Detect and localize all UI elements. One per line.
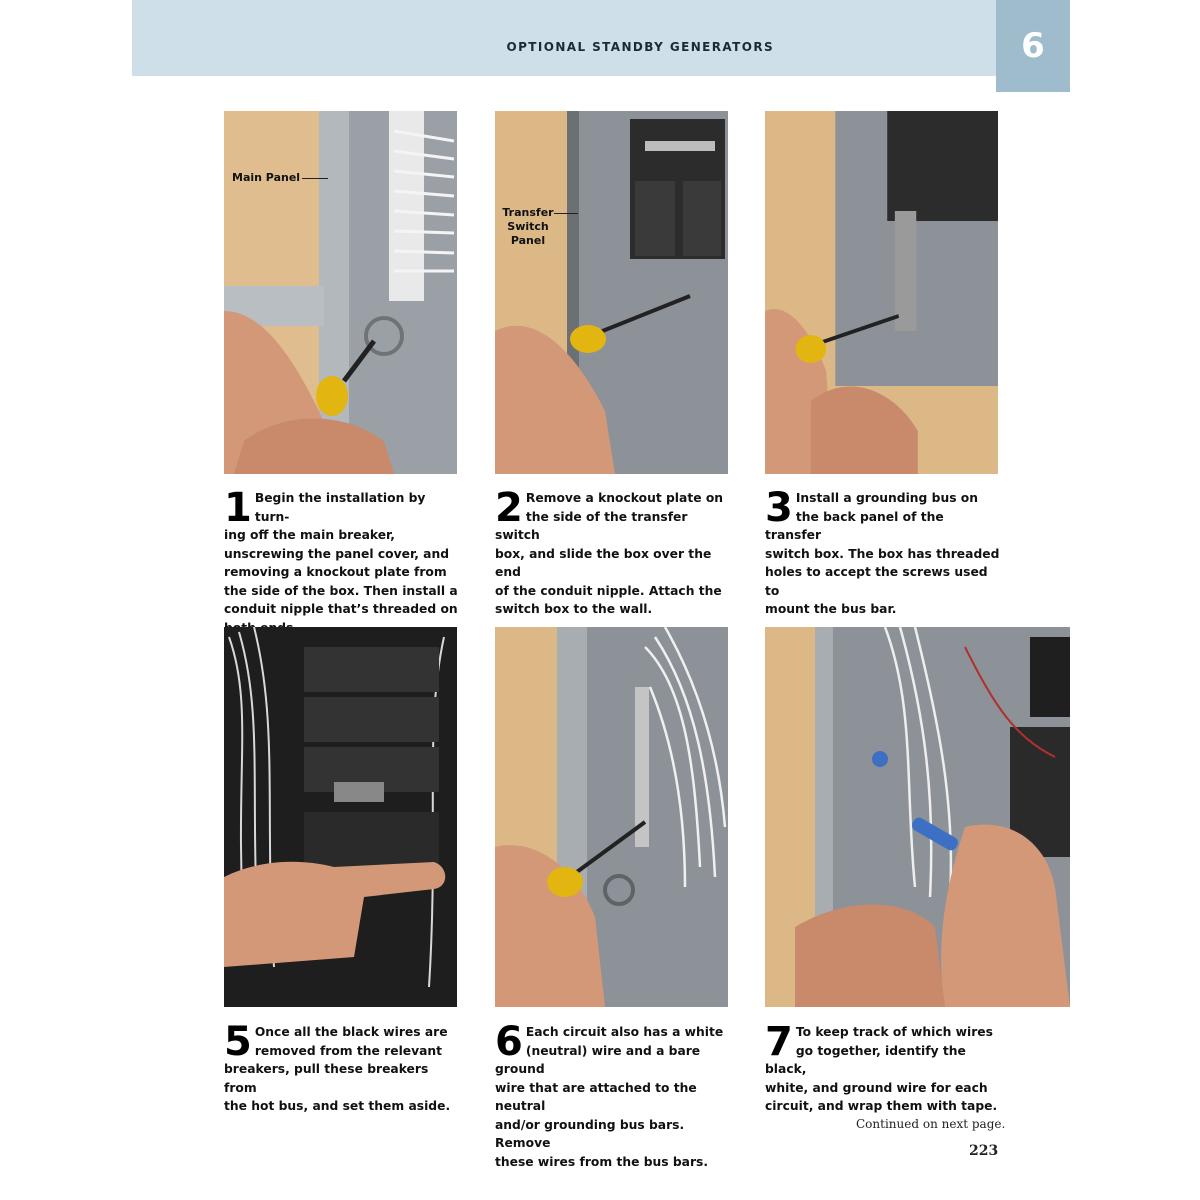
chapter-number: 6 bbox=[1021, 26, 1045, 66]
caption-line: switch box. The box has threaded bbox=[765, 546, 1000, 561]
caption-line: these wires from the bus bars. bbox=[495, 1154, 709, 1169]
caption-line: Each circuit also has a white bbox=[525, 1025, 724, 1039]
step-number: 2 bbox=[495, 485, 523, 531]
callout-leader bbox=[302, 178, 328, 179]
caption-line: (neutral) wire and a bare ground bbox=[495, 1043, 701, 1076]
continued-note: Continued on next page. bbox=[856, 1117, 1006, 1131]
caption-line: box, and slide the box over the end bbox=[495, 546, 712, 579]
caption-line: breakers, pull these breakers from bbox=[224, 1062, 429, 1095]
callout-line-2: Switch bbox=[507, 220, 549, 233]
step-3-photo bbox=[765, 111, 998, 474]
caption-line: switch box to the wall. bbox=[495, 602, 653, 616]
step-5-caption bbox=[224, 1019, 460, 1116]
caption-line: the side of the transfer switch bbox=[495, 509, 688, 542]
caption-line: Begin the installation by turn- bbox=[254, 491, 426, 524]
caption-line: and/or grounding bus bars. Remove bbox=[495, 1117, 685, 1150]
step-number: 3 bbox=[765, 485, 793, 531]
caption-line: unscrewing the panel cover, and bbox=[224, 546, 450, 561]
hands-taping-wires-icon bbox=[765, 627, 1070, 1007]
chapter-tab bbox=[996, 0, 1070, 92]
step-number: 5 bbox=[224, 1019, 252, 1065]
main-panel-callout: Main Panel bbox=[232, 171, 301, 184]
step-5-photo bbox=[224, 627, 457, 1007]
caption-line: the side of the box. Then install a bbox=[224, 583, 458, 598]
chapter-title: OPTIONAL STANDBY GENERATORS bbox=[506, 40, 774, 54]
page-number: 223 bbox=[969, 1143, 999, 1159]
chapter-header-band bbox=[132, 0, 996, 76]
caption-line: Remove a knockout plate on bbox=[525, 491, 724, 505]
step-3-caption bbox=[765, 485, 1001, 619]
step-6-photo bbox=[495, 627, 728, 1007]
step-number: 7 bbox=[765, 1019, 793, 1065]
caption-line: removed from the relevant bbox=[254, 1043, 443, 1058]
step-6-caption bbox=[495, 1019, 731, 1171]
caption-line: mount the bus bar. bbox=[765, 602, 897, 616]
step-7-photo bbox=[765, 627, 1070, 1007]
step-number: 6 bbox=[495, 1019, 523, 1065]
caption-line: removing a knockout plate from bbox=[224, 565, 447, 579]
caption-line: white, and ground wire for each bbox=[765, 1080, 988, 1095]
hand-screwdriver-main-panel-icon bbox=[224, 111, 457, 474]
caption-line: go together, identify the black, bbox=[765, 1043, 966, 1076]
caption-line: conduit nipple that’s threaded on bbox=[224, 602, 458, 616]
page-margin bbox=[0, 0, 132, 1200]
caption-line: circuit, and wrap them with tape. bbox=[765, 1099, 998, 1113]
finger-breakers-icon bbox=[224, 627, 457, 1007]
step-7-caption bbox=[765, 1019, 1001, 1116]
screwdriver-bus-bar-icon bbox=[495, 627, 728, 1007]
caption-line: wire that are attached to the neutral bbox=[495, 1080, 697, 1113]
hand-screwdriver-transfer-box-icon bbox=[495, 111, 728, 474]
step-number: 1 bbox=[224, 485, 252, 531]
step-1-photo bbox=[224, 111, 457, 474]
caption-line: To keep track of which wires bbox=[795, 1025, 993, 1039]
caption-line: Install a grounding bus on bbox=[795, 491, 978, 505]
hand-screwdriver-grounding-bus-icon bbox=[765, 111, 998, 474]
caption-line: the hot bus, and set them aside. bbox=[224, 1099, 451, 1113]
transfer-switch-panel-callout bbox=[500, 206, 556, 248]
caption-line: Once all the black wires are bbox=[254, 1025, 448, 1039]
caption-line: of the conduit nipple. Attach the bbox=[495, 583, 722, 598]
callout-line-1: Transfer bbox=[502, 206, 554, 219]
caption-line: holes to accept the screws used to bbox=[765, 565, 988, 598]
step-1-caption bbox=[224, 485, 460, 637]
callout-line-3: Panel bbox=[510, 234, 546, 247]
step-2-caption bbox=[495, 485, 731, 619]
step-2-photo bbox=[495, 111, 728, 474]
caption-line: the back panel of the transfer bbox=[765, 509, 944, 542]
caption-line: ing off the main breaker, bbox=[224, 528, 395, 542]
callout-leader bbox=[554, 213, 578, 214]
